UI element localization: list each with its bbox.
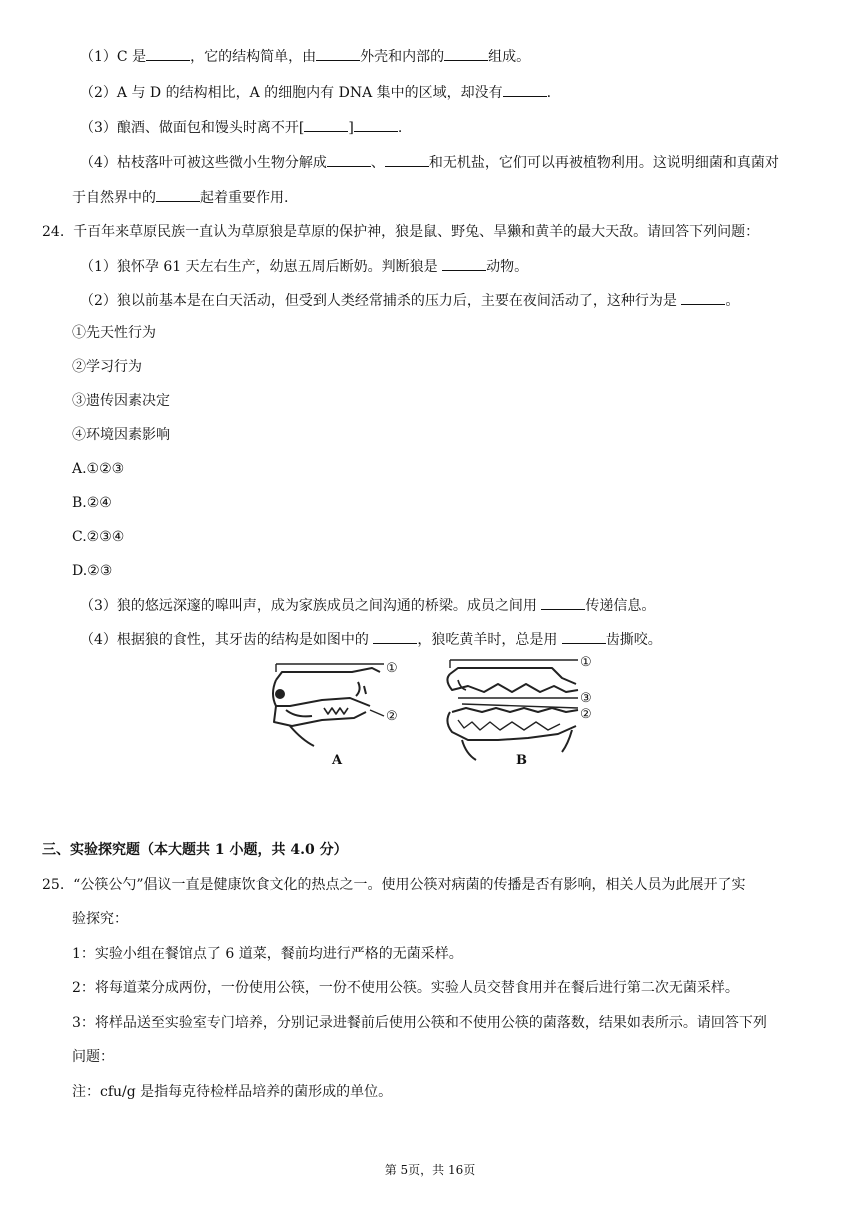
answer-blank[interactable] <box>503 82 547 97</box>
q25-step3-cont: 问题： <box>72 1049 114 1065</box>
marker-1-b: ① <box>580 655 592 670</box>
q25-stem-cont: 验探究： <box>72 911 128 927</box>
section-title: 三、实验探究题（本大题共 1 小题，共 4.0 分） <box>42 842 348 858</box>
q25-step1: 1：实验小组在餐馆点了 6 道菜，餐前均进行严格的无菌采样。 <box>72 946 463 962</box>
marker-2-a: ② <box>386 709 398 724</box>
jaw-b-drawing <box>447 660 578 760</box>
marker-2-b: ② <box>580 707 592 722</box>
question-number: 25. <box>42 877 65 893</box>
figure-label-a: A <box>332 753 343 768</box>
answer-blank[interactable] <box>146 46 190 61</box>
choice-b: B.②④ <box>72 495 112 511</box>
q24-part1: （1）狼怀孕 61 天左右生产，幼崽五周后断奶。判断狼是 动物。 <box>80 256 528 277</box>
answer-blank[interactable] <box>354 117 398 132</box>
answer-blank[interactable] <box>316 46 360 61</box>
q23-part2: （2）A 与 D 的结构相比，A 的细胞内有 DNA 集中的区域，却没有 . <box>80 82 551 103</box>
q23-part4: （4）枯枝落叶可被这些微小生物分解成 、 和无机盐，它们可以再被植物利用。这说明细菌和真菌对 <box>80 152 779 173</box>
option-item: ②学习行为 <box>72 359 142 375</box>
option-item: ③遗传因素决定 <box>72 393 170 409</box>
q24-stem: 24. 千百年来草原民族一直认为草原狼是草原的保护神，狼是鼠、野兔、旱獭和黄羊的最大天敌。请回答下列问题： <box>42 224 760 240</box>
answer-blank[interactable] <box>327 152 371 167</box>
marker-1-a: ① <box>386 661 398 676</box>
option-item: ①先天性行为 <box>72 325 156 341</box>
choice-d: D.②③ <box>72 563 113 579</box>
answer-blank[interactable] <box>562 629 606 644</box>
choice-c: C.②③④ <box>72 529 125 545</box>
answer-blank[interactable] <box>373 629 417 644</box>
question-number: 24. <box>42 224 65 240</box>
answer-blank[interactable] <box>156 187 200 202</box>
option-item: ④环境因素影响 <box>72 427 170 443</box>
q25-step2: 2：将每道菜分成两份，一份使用公筷，一份不使用公筷。实验人员交替食用并在餐后进行第二次无菌采样。 <box>72 980 739 996</box>
q24-part4: （4）根据狼的食性，其牙齿的结构是如图中的 ，狼吃黄羊时，总是用 齿撕咬。 <box>80 629 662 650</box>
q23-part4-cont: 于自然界中的 起着重要作用. <box>72 187 288 208</box>
q25-step3: 3：将样品送至实验室专门培养，分别记录进餐前后使用公筷和不使用公筷的菌落数，结果如表所示。请回答下列 <box>72 1015 767 1031</box>
marker-3-b: ③ <box>580 691 592 706</box>
q23-part3: （3）酿酒、做面包和馒头时离不开[ ] . <box>80 117 402 138</box>
q25-note: 注：cfu/g 是指每克待检样品培养的菌形成的单位。 <box>72 1084 393 1100</box>
answer-blank[interactable] <box>442 256 486 271</box>
choice-a: A.①②③ <box>72 461 125 477</box>
answer-blank[interactable] <box>444 46 488 61</box>
q23-part1: （1）C 是 ，它的结构简单，由 外壳和内部的 组成。 <box>80 46 530 67</box>
figure-label-b: B <box>516 753 527 768</box>
answer-blank[interactable] <box>304 117 348 132</box>
q24-part3: （3）狼的悠远深邃的嗥叫声，成为家族成员之间沟通的桥梁。成员之间用 传递信息。 <box>80 595 655 616</box>
page-footer: 第 5页，共 16页 <box>384 1163 476 1177</box>
jaw-a-drawing <box>273 664 384 746</box>
answer-blank[interactable] <box>385 152 429 167</box>
q25-stem: 25. “公筷公勺”倡议一直是健康饮食文化的热点之一。使用公筷对病菌的传播是否有影响，相关人员为此展开了实 <box>42 877 746 893</box>
answer-blank[interactable] <box>681 290 725 305</box>
jaw-figure <box>262 650 622 770</box>
answer-blank[interactable] <box>541 595 585 610</box>
q24-part2: （2）狼以前基本是在白天活动，但受到人类经常捕杀的压力后，主要在夜间活动了，这种行为是 。 <box>80 290 739 311</box>
